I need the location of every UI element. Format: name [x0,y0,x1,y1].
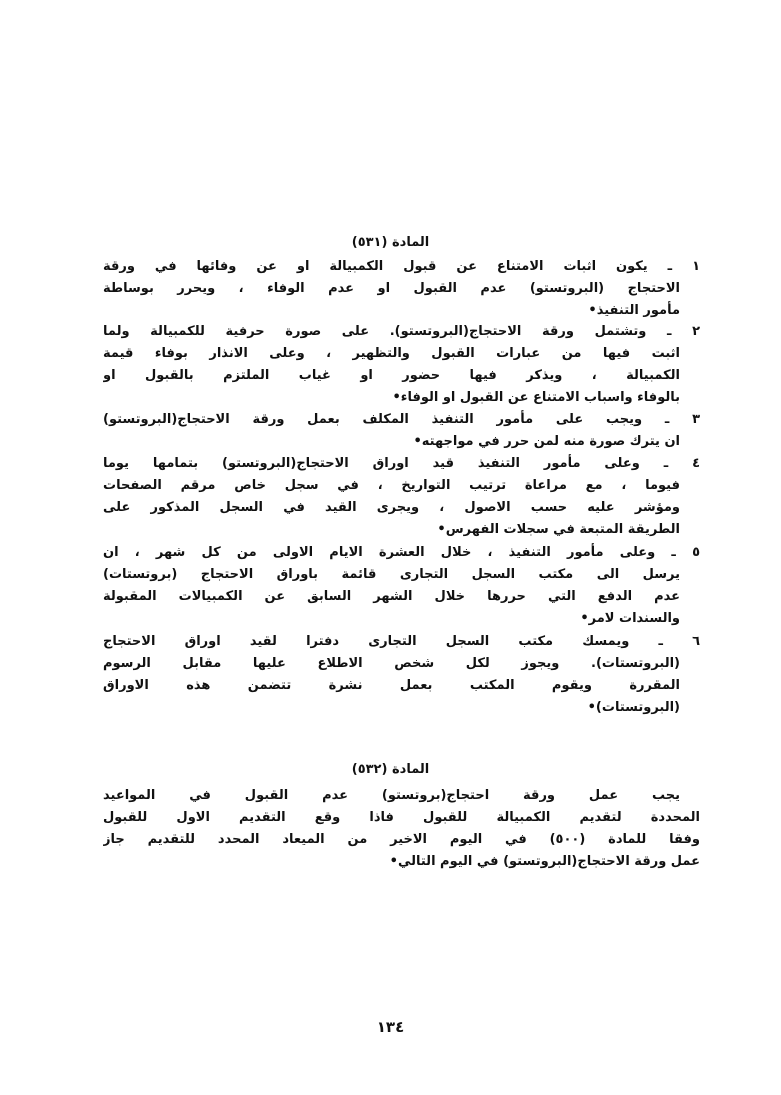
text-line: ومؤشر عليه حسب الاصول ، ويجرى القيد في السجل المذكور على [103,500,680,515]
text-line: الطريقة المتبعة في سجلات الفهرس• [437,522,680,537]
text-line: الكمبيالة ، ويذكر فيها حضور او غياب الملتزم بالقبول او [103,368,680,383]
text-line: عدم الدفع التي حررها خلال الشهر السابق عن الكمبيالات المقبولة [103,589,680,604]
text-line: ٢ ـ وتشتمل ورقة الاحتجاج(البروتستو). على صورة حرفية للكمبيالة ولما [103,324,700,339]
text-line: ١ ـ يكون اثبات الامتناع عن قبول الكمبيالة او عن وفائها في ورقة [103,259,700,274]
text-line: ان يترك صورة منه لمن حرر في مواجهته• [413,434,680,449]
text-line: ٥ ـ وعلى مأمور التنفيذ ، خلال العشرة الايام الاولى من كل شهر ، ان [103,545,700,560]
text-line: فيوما ، مع مراعاة ترتيب التواريخ ، في سجل خاص مرقم الصفحات [103,478,680,493]
text-line: (البروتستات). ويجوز لكل شخص الاطلاع عليها مقابل الرسوم [103,656,680,671]
text-line: ٦ ـ ويمسك مكتب السجل التجارى دفترا لقيد اوراق الاحتجاج [103,634,700,649]
article-531-heading: المادة (٥٣١) [351,235,430,250]
text-line: بالوفاء واسباب الامتناع عن القبول او الوفاء• [392,390,680,405]
text-line: وفقا للمادة (٥٠٠) في اليوم الاخير من الميعاد المحدد للتقديم جاز [103,832,700,847]
text-line: يرسل الى مكتب السجل التجارى قائمة باوراق الاحتجاج (بروتستات) [103,567,680,582]
text-line: يجب عمل ورقة احتجاج(بروتستو) عدم القبول في المواعيد [103,788,680,803]
text-line: (البروتستات)• [587,700,680,715]
text-line: المقررة ويقوم المكتب بعمل نشرة تتضمن هذه الاوراق [103,678,680,693]
text-line: المحددة لتقديم الكمبيالة للقبول فاذا وقع التقديم الاول للقبول [103,810,700,825]
text-line: ٤ ـ وعلى مأمور التنفيذ قيد اوراق الاحتجاج(البروتستو) بتمامها يوما [103,456,700,471]
article-532-heading: المادة (٥٣٢) [351,762,430,777]
text-line: اثبت فيها من عبارات القبول والتظهير ، وعلى الانذار بوفاء قيمة [103,346,680,361]
text-line: عمل ورقة الاحتجاج(البروتستو) في اليوم التالي• [389,854,700,869]
text-line: والسندات لامر• [580,611,680,626]
text-line: الاحتجاج (البروتستو) عدم القبول او عدم الوفاء ، ويحرر بوساطة [103,281,680,296]
page-number: ١٣٤ [376,1018,405,1036]
text-line: ٣ ـ ويجب على مأمور التنفيذ المكلف بعمل ورقة الاحتجاج(البروتستو) [103,412,700,427]
text-line: مأمور التنفيذ• [588,303,680,318]
